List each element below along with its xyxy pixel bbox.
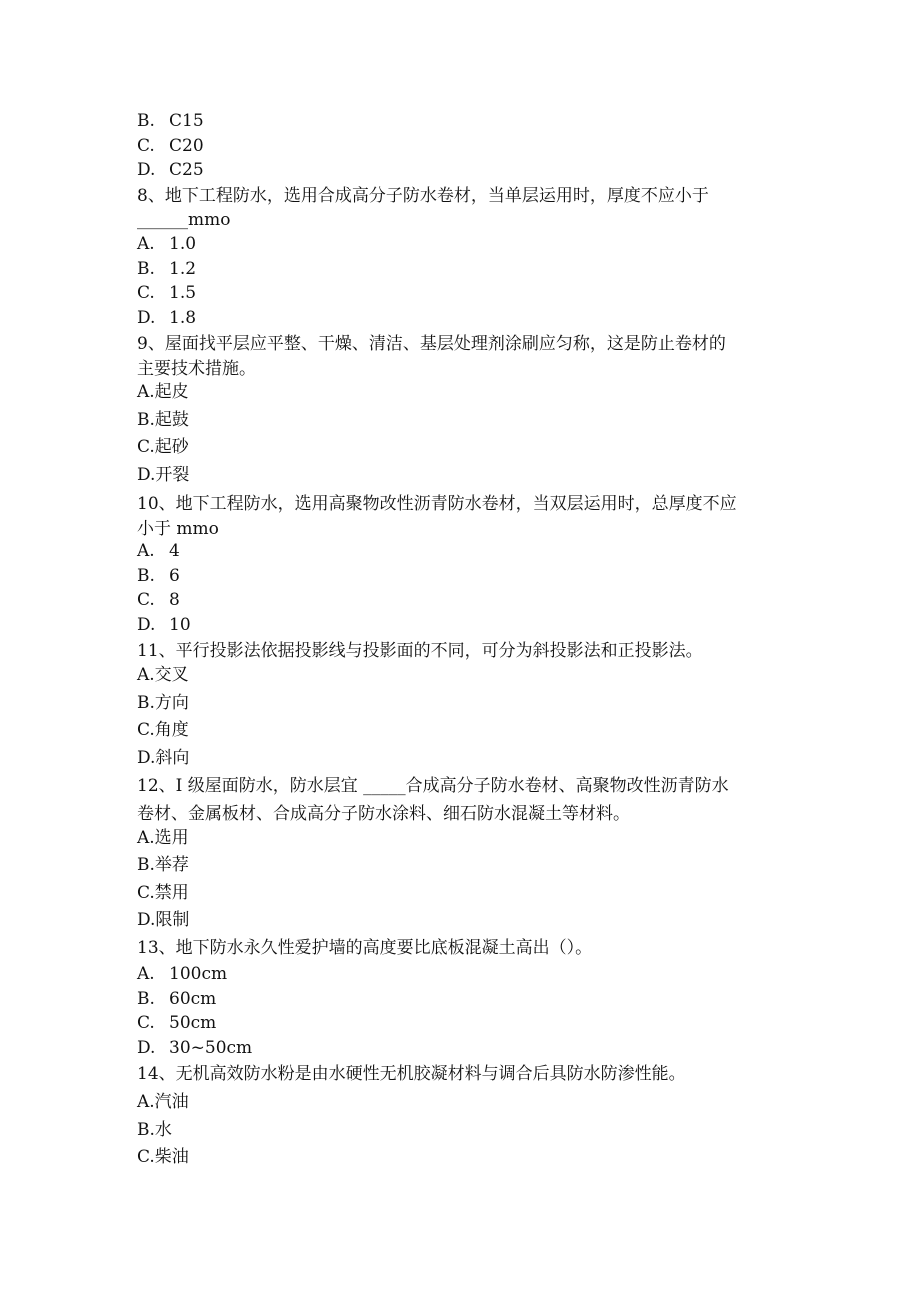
question-8: 8、地下工程防水，选用合成高分子防水卷材，当单层运用时，厚度不应小于: [137, 186, 709, 206]
option-line: [137, 540, 180, 562]
option-line: C.禁用: [137, 883, 189, 903]
option-text: C25: [169, 160, 204, 180]
question-12-continuation: 卷材、金属板材、合成高分子防水涂料、细石防水混凝土等材料。: [137, 804, 630, 824]
option-line: [137, 565, 180, 587]
option-letter: D.: [137, 308, 156, 328]
option-letter: C.: [137, 136, 155, 156]
question-9-continuation: 主要技术措施。: [137, 359, 256, 379]
option-line: [137, 988, 216, 1010]
option-text: 8: [169, 590, 180, 610]
option-line: [137, 963, 227, 985]
option-line: B.水: [137, 1120, 172, 1140]
question-8-continuation: ______mmo: [137, 210, 231, 230]
question-12: 12、I 级屋面防水，防水层宜 _____合成高分子防水卷材、高聚物改性沥青防水: [137, 776, 729, 796]
option-line: C.角度: [137, 720, 189, 740]
option-text: 1.0: [169, 234, 197, 254]
option-text: 6: [169, 566, 180, 586]
question-14: 14、无机高效防水粉是由水硬性无机胶凝材料与调合后具防水防渗性能。: [137, 1064, 686, 1084]
option-line: D.开裂: [137, 465, 190, 485]
option-line: D.斜向: [137, 748, 190, 768]
option-line: A.交叉: [137, 665, 189, 685]
option-line: B.举荐: [137, 855, 189, 875]
option-line: [137, 307, 196, 329]
option-text: 1.5: [169, 283, 197, 303]
option-line: [137, 135, 204, 157]
option-text: 100cm: [169, 964, 228, 984]
option-line: C.起砂: [137, 437, 189, 457]
question-10-continuation: 小于 mmo: [137, 519, 219, 539]
question-9: 9、屋面找平层应平整、干燥、清洁、基层处理剂涂刷应匀称，这是防止卷材的: [137, 334, 726, 354]
option-line: A.起皮: [137, 382, 189, 402]
option-line: [137, 614, 191, 636]
option-letter: D.: [137, 1038, 156, 1058]
option-line: B.方向: [137, 693, 189, 713]
option-letter: A.: [137, 234, 155, 254]
option-line: [137, 159, 204, 181]
option-letter: D.: [137, 160, 156, 180]
question-13: 13、地下防水永久性爱护墙的高度要比底板混凝土高出（）。: [137, 938, 593, 958]
option-line: A.选用: [137, 828, 189, 848]
option-letter: B.: [137, 111, 155, 131]
option-line: [137, 589, 180, 611]
option-line: [137, 233, 196, 255]
option-line: [137, 1012, 216, 1034]
option-letter: D.: [137, 615, 156, 635]
option-line: A.汽油: [137, 1092, 189, 1112]
option-line: [137, 1037, 252, 1059]
option-letter: B.: [137, 989, 155, 1009]
option-letter: C.: [137, 1013, 155, 1033]
option-letter: C.: [137, 590, 155, 610]
option-line: B.起鼓: [137, 410, 189, 430]
option-letter: A.: [137, 541, 155, 561]
option-text: C15: [169, 111, 204, 131]
option-text: 60cm: [169, 989, 217, 1009]
option-line: C.柴油: [137, 1147, 189, 1167]
option-line: [137, 110, 204, 132]
option-line: [137, 282, 196, 304]
option-letter: C.: [137, 283, 155, 303]
option-text: 30~50cm: [169, 1038, 253, 1058]
option-line: D.限制: [137, 910, 190, 930]
option-letter: B.: [137, 259, 155, 279]
question-11: 11、平行投影法依据投影线与投影面的不同，可分为斜投影法和正投影法。: [137, 641, 703, 661]
option-text: 1.2: [169, 259, 197, 279]
option-text: C20: [169, 136, 204, 156]
option-text: 4: [169, 541, 180, 561]
question-10: 10、地下工程防水，选用高聚物改性沥青防水卷材，当双层运用时，总厚度不应: [137, 494, 737, 514]
option-letter: B.: [137, 566, 155, 586]
option-letter: A.: [137, 964, 155, 984]
option-line: [137, 258, 196, 280]
option-text: 50cm: [169, 1013, 217, 1033]
option-text: 10: [169, 615, 191, 635]
option-text: 1.8: [169, 308, 197, 328]
